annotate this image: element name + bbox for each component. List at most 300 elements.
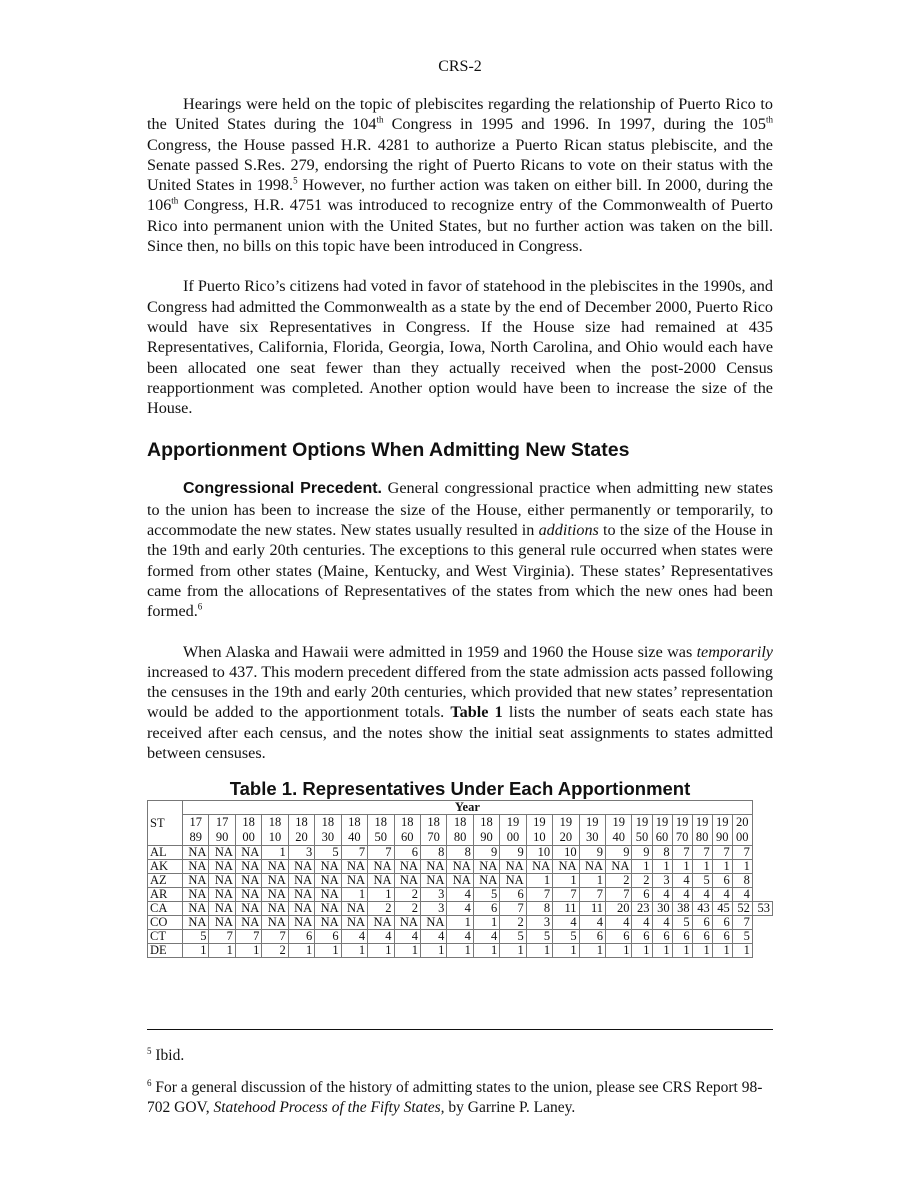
seat-count-cell: 1 xyxy=(183,944,209,958)
seat-count-cell: 4 xyxy=(553,916,579,930)
seat-count-cell: 11 xyxy=(579,902,605,916)
paragraph-alaska-hawaii xyxy=(147,642,773,764)
year-cell xyxy=(692,815,712,846)
seat-count-cell: 4 xyxy=(692,888,712,902)
year-decade: 20 xyxy=(295,830,308,845)
seat-count-cell: NA xyxy=(209,902,235,916)
state-cell: DE xyxy=(148,944,183,958)
seat-count-cell: 6 xyxy=(692,916,712,930)
seat-count-cell: NA xyxy=(183,846,209,860)
seat-count-cell: 6 xyxy=(632,888,652,902)
seat-count-cell: 4 xyxy=(632,916,652,930)
seat-count-cell: NA xyxy=(262,860,288,874)
seat-count-cell: 3 xyxy=(526,916,552,930)
year-cell xyxy=(341,815,367,846)
year-century: 17 xyxy=(215,815,229,830)
seat-count-cell: 1 xyxy=(447,944,473,958)
text-run: General congressional practice when admitting new states to the union has been to increase the size of the House, either permanently or temporarily, to accommodate the new states. New states usually resulted in xyxy=(147,479,774,540)
seat-count-cell: 1 xyxy=(712,860,732,874)
seat-count-cell: 5 xyxy=(500,930,526,944)
year-decade: 60 xyxy=(655,830,669,845)
years-row xyxy=(148,815,773,846)
text-run: to the size of the House in the 19th and early 20th centuries. The exceptions to this general rule occurred when states were formed from other states (Maine, Kentucky, and West Virginia). These states’ Representatives came from the allocations of Representatives of the states from which the new ones had been formed. xyxy=(147,521,773,621)
seat-count-cell: NA xyxy=(235,846,261,860)
seat-count-cell: NA xyxy=(315,916,341,930)
seat-count-cell: 7 xyxy=(341,846,367,860)
seat-count-cell: 1 xyxy=(732,944,752,958)
seat-count-cell: 4 xyxy=(732,888,752,902)
seat-count-cell: 1 xyxy=(672,944,692,958)
seat-count-cell: NA xyxy=(341,860,367,874)
text-run: lists the number of seats each state has received after each census, and the notes show the initial seat assignments to states admitted between censuses. xyxy=(147,703,774,763)
seat-count-cell: 1 xyxy=(420,944,446,958)
seat-count-cell: 7 xyxy=(500,902,526,916)
year-decade: 90 xyxy=(480,830,493,845)
seat-count-cell: 4 xyxy=(652,888,672,902)
table-row xyxy=(148,944,773,958)
seat-count-cell: NA xyxy=(209,846,235,860)
year-cell xyxy=(652,815,672,846)
seat-count-cell: 1 xyxy=(288,944,314,958)
emphasis: temporarily xyxy=(696,642,773,661)
year-century: 19 xyxy=(655,815,669,830)
seat-count-cell: NA xyxy=(500,874,526,888)
year-cell xyxy=(368,815,394,846)
seat-count-cell: NA xyxy=(183,916,209,930)
seat-count-cell: 43 xyxy=(692,902,712,916)
seat-count-cell: 9 xyxy=(632,846,652,860)
seat-count-cell: NA xyxy=(209,916,235,930)
state-cell: AZ xyxy=(148,874,183,888)
seat-count-cell: 1 xyxy=(553,944,579,958)
table-row xyxy=(148,930,773,944)
superscript: th xyxy=(765,114,773,125)
seat-count-cell: NA xyxy=(526,860,552,874)
seat-count-cell: 6 xyxy=(672,930,692,944)
seat-count-cell: NA xyxy=(420,874,446,888)
seat-count-cell: NA xyxy=(579,860,605,874)
seat-count-cell: 5 xyxy=(183,930,209,944)
footnote-6 xyxy=(147,1078,773,1118)
seat-count-cell: 1 xyxy=(500,944,526,958)
seat-count-cell: 53 xyxy=(752,902,772,916)
seat-count-cell: 6 xyxy=(288,930,314,944)
seat-count-cell: 1 xyxy=(672,860,692,874)
state-cell: AL xyxy=(148,846,183,860)
footnote-text: by Garrine P. Laney. xyxy=(444,1099,576,1116)
year-cell xyxy=(288,815,314,846)
seat-count-cell: 8 xyxy=(526,902,552,916)
seat-count-cell: 2 xyxy=(394,902,420,916)
year-decade: 50 xyxy=(635,830,649,845)
table-row xyxy=(148,846,773,860)
seat-count-cell: 3 xyxy=(652,874,672,888)
seat-count-cell: 9 xyxy=(579,846,605,860)
seat-count-cell: 1 xyxy=(447,916,473,930)
footnote-5 xyxy=(147,1046,773,1066)
table-row xyxy=(148,888,773,902)
emphasis: additions xyxy=(538,521,599,540)
seat-count-cell: 1 xyxy=(732,860,752,874)
year-header: Year xyxy=(183,801,753,815)
seat-count-cell: 1 xyxy=(473,944,499,958)
seat-count-cell: 6 xyxy=(315,930,341,944)
seat-count-cell: 9 xyxy=(473,846,499,860)
seat-count-cell: 10 xyxy=(526,846,552,860)
seat-count-cell: 2 xyxy=(368,902,394,916)
seat-count-cell: 1 xyxy=(579,874,605,888)
seat-count-cell: 1 xyxy=(209,944,235,958)
run-in-heading: Congressional Precedent. xyxy=(183,480,382,498)
year-century: 19 xyxy=(612,815,625,830)
year-century: 18 xyxy=(453,815,467,830)
seat-count-cell: 9 xyxy=(606,846,632,860)
seat-count-cell: NA xyxy=(447,874,473,888)
state-cell: CT xyxy=(148,930,183,944)
footnote-text: For a general discussion of the history of admitting states to the union, please see CRS Report 98-702 GOV, xyxy=(147,1079,763,1116)
seat-count-cell: 1 xyxy=(712,944,732,958)
seat-count-cell: NA xyxy=(183,902,209,916)
year-decade: 70 xyxy=(675,830,689,845)
seat-count-cell: 2 xyxy=(632,874,652,888)
year-cell xyxy=(235,815,261,846)
footnote-mark: 6 xyxy=(147,1077,152,1088)
year-century: 18 xyxy=(400,815,414,830)
seat-count-cell: 4 xyxy=(394,930,420,944)
seat-count-cell: NA xyxy=(368,874,394,888)
seat-count-cell: 1 xyxy=(235,944,261,958)
seat-count-cell: 2 xyxy=(500,916,526,930)
year-decade: 80 xyxy=(695,830,709,845)
seat-count-cell: 8 xyxy=(652,846,672,860)
year-decade: 50 xyxy=(374,830,388,845)
year-decade: 10 xyxy=(268,830,282,845)
year-cell xyxy=(473,815,499,846)
table-title: Table 1. Representatives Under Each Apportionment xyxy=(229,778,691,800)
year-decade: 60 xyxy=(400,830,414,845)
seat-count-cell: 5 xyxy=(672,916,692,930)
seat-count-cell: 3 xyxy=(420,888,446,902)
seat-count-cell: 1 xyxy=(632,860,652,874)
seat-count-cell: NA xyxy=(262,902,288,916)
seat-count-cell: 1 xyxy=(368,944,394,958)
table-body xyxy=(148,846,773,958)
seat-count-cell: 1 xyxy=(579,944,605,958)
seat-count-cell: 2 xyxy=(394,888,420,902)
seat-count-cell: 38 xyxy=(672,902,692,916)
state-cell: CO xyxy=(148,916,183,930)
seat-count-cell: NA xyxy=(262,916,288,930)
year-cell xyxy=(579,815,605,846)
seat-count-cell: 4 xyxy=(606,916,632,930)
seat-count-cell: 6 xyxy=(692,930,712,944)
year-century: 18 xyxy=(348,815,361,830)
year-century: 19 xyxy=(533,815,546,830)
seat-count-cell: 7 xyxy=(262,930,288,944)
year-decade: 30 xyxy=(586,830,599,845)
seat-count-cell: 30 xyxy=(652,902,672,916)
year-century: 18 xyxy=(427,815,440,830)
section-heading: Apportionment Options When Admitting New States xyxy=(147,439,630,462)
seat-count-cell: 5 xyxy=(473,888,499,902)
seat-count-cell: NA xyxy=(209,874,235,888)
year-decade: 00 xyxy=(506,830,520,845)
seat-count-cell: NA xyxy=(183,874,209,888)
seat-count-cell: 6 xyxy=(473,902,499,916)
year-century: 18 xyxy=(295,815,308,830)
seat-count-cell: 4 xyxy=(712,888,732,902)
seat-count-cell: NA xyxy=(394,916,420,930)
year-decade: 40 xyxy=(348,830,361,845)
seat-count-cell: 8 xyxy=(420,846,446,860)
seat-count-cell: 4 xyxy=(447,888,473,902)
seat-count-cell: NA xyxy=(235,860,261,874)
seat-count-cell: 2 xyxy=(606,874,632,888)
seat-count-cell: 4 xyxy=(652,916,672,930)
text-run: However, no further action was taken on either bill. In 2000, during the 106 xyxy=(147,176,773,215)
year-decade: 30 xyxy=(321,830,335,845)
seat-count-cell: 5 xyxy=(692,874,712,888)
page-header: CRS-2 xyxy=(438,58,482,75)
superscript: th xyxy=(376,114,384,125)
seat-count-cell: 7 xyxy=(368,846,394,860)
seat-count-cell: 1 xyxy=(606,944,632,958)
seat-count-cell: 1 xyxy=(262,846,288,860)
year-cell xyxy=(420,815,446,846)
seat-count-cell: 4 xyxy=(341,930,367,944)
year-decade: 90 xyxy=(215,830,229,845)
year-century: 19 xyxy=(635,815,649,830)
st-header: ST xyxy=(148,801,183,846)
seat-count-cell: NA xyxy=(235,916,261,930)
footnote-ref-6[interactable]: 6 xyxy=(197,601,203,612)
footnote-text: Ibid. xyxy=(151,1047,185,1064)
seat-count-cell: NA xyxy=(394,860,420,874)
state-cell: AK xyxy=(148,860,183,874)
seat-count-cell: NA xyxy=(262,888,288,902)
seat-count-cell: NA xyxy=(288,888,314,902)
paragraph-statehood-hypothetical: If Puerto Rico’s citizens had voted in favor of statehood in the plebiscites in the 1990s, and Congress had admitted the Commonwealth as a state by the end of December 2000, Puerto Rico would have six Representatives in Congress. If the House size had remained at 435 Representatives, California, Florida, Georgia, Iowa, North Carolina, and Ohio would each have been allocated one seat fewer than they actually received when the post-2000 Census reapportionment was completed. Another option would have been to increase the size of the House. xyxy=(147,277,773,418)
seat-count-cell: 1 xyxy=(632,944,652,958)
seat-count-cell: NA xyxy=(368,860,394,874)
seat-count-cell: 8 xyxy=(447,846,473,860)
footnote-ref-5[interactable]: 5 xyxy=(293,175,298,186)
text-run: increased to 437. This modern precedent differed from the state admission acts passed following the censuses in the 19th and early 20th centuries, which provided that new states’ representation would be added to the apportionment totals. xyxy=(147,662,773,722)
year-decade: 10 xyxy=(533,830,546,845)
seat-count-cell: 4 xyxy=(447,902,473,916)
year-century: 18 xyxy=(268,815,282,830)
seat-count-cell: 7 xyxy=(209,930,235,944)
year-century: 18 xyxy=(480,815,493,830)
seat-count-cell: NA xyxy=(262,874,288,888)
year-cell xyxy=(209,815,235,846)
seat-count-cell: 6 xyxy=(500,888,526,902)
year-decade: 90 xyxy=(715,830,729,845)
year-cell xyxy=(712,815,732,846)
year-cell xyxy=(500,815,526,846)
seat-count-cell: 1 xyxy=(341,944,367,958)
seat-count-cell: 4 xyxy=(672,888,692,902)
seat-count-cell: NA xyxy=(394,874,420,888)
seat-count-cell: 1 xyxy=(368,888,394,902)
year-decade: 40 xyxy=(612,830,625,845)
seat-count-cell: 45 xyxy=(712,902,732,916)
seat-count-cell: NA xyxy=(288,874,314,888)
seat-count-cell: 1 xyxy=(341,888,367,902)
seat-count-cell: 8 xyxy=(732,874,752,888)
seat-count-cell: NA xyxy=(183,860,209,874)
seat-count-cell: 5 xyxy=(732,930,752,944)
seat-count-cell: NA xyxy=(368,916,394,930)
seat-count-cell: NA xyxy=(341,916,367,930)
year-cell xyxy=(394,815,420,846)
seat-count-cell: NA xyxy=(315,874,341,888)
year-cell xyxy=(447,815,473,846)
year-century: 19 xyxy=(715,815,729,830)
paragraph-plebiscite-hearings xyxy=(147,94,773,256)
seat-count-cell: 4 xyxy=(579,916,605,930)
table-header-row xyxy=(148,801,773,815)
year-cell xyxy=(526,815,552,846)
year-century: 19 xyxy=(675,815,689,830)
seat-count-cell: 7 xyxy=(692,846,712,860)
seat-count-cell: 6 xyxy=(579,930,605,944)
seat-count-cell: 4 xyxy=(368,930,394,944)
year-century: 20 xyxy=(736,815,749,830)
seat-count-cell: 5 xyxy=(315,846,341,860)
seat-count-cell: NA xyxy=(315,860,341,874)
footnote-mark: 5 xyxy=(147,1045,152,1056)
seat-count-cell: NA xyxy=(341,874,367,888)
seat-count-cell: 1 xyxy=(553,874,579,888)
year-cell xyxy=(632,815,652,846)
seat-count-cell: 7 xyxy=(579,888,605,902)
year-century: 17 xyxy=(189,815,202,830)
table-reference: Table 1 xyxy=(450,703,503,722)
seat-count-cell: NA xyxy=(235,874,261,888)
footnote-divider xyxy=(147,1029,773,1030)
seat-count-cell: NA xyxy=(500,860,526,874)
seat-count-cell: NA xyxy=(553,860,579,874)
seat-count-cell: 7 xyxy=(606,888,632,902)
seat-count-cell: 11 xyxy=(553,902,579,916)
seat-count-cell: NA xyxy=(315,902,341,916)
seat-count-cell: NA xyxy=(473,860,499,874)
seat-count-cell: 1 xyxy=(526,874,552,888)
year-decade: 70 xyxy=(427,830,440,845)
paragraph-congressional-precedent xyxy=(147,478,773,621)
year-century: 19 xyxy=(559,815,573,830)
year-cell xyxy=(183,815,209,846)
seat-count-cell: NA xyxy=(341,902,367,916)
year-century: 19 xyxy=(695,815,709,830)
seat-count-cell: 2 xyxy=(262,944,288,958)
seat-count-cell: 5 xyxy=(526,930,552,944)
seat-count-cell: 7 xyxy=(526,888,552,902)
seat-count-cell: NA xyxy=(209,888,235,902)
year-century: 18 xyxy=(242,815,255,830)
seat-count-cell: 6 xyxy=(632,930,652,944)
seat-count-cell: 1 xyxy=(692,860,712,874)
seat-count-cell: NA xyxy=(447,860,473,874)
year-cell xyxy=(262,815,288,846)
text-run: Hearings were held on the topic of plebiscites regarding the relationship of Puerto Rico to the United States during the 104 xyxy=(147,95,773,134)
seat-count-cell: 7 xyxy=(732,916,752,930)
year-decade: 00 xyxy=(736,830,749,845)
seat-count-cell: NA xyxy=(420,916,446,930)
seat-count-cell: 1 xyxy=(526,944,552,958)
text-run: Congress in 1995 and 1996. In 1997, during the 105 xyxy=(383,115,766,134)
report-title: Statehood Process of the Fifty States, xyxy=(213,1099,445,1116)
seat-count-cell: 1 xyxy=(692,944,712,958)
table-row xyxy=(148,874,773,888)
year-decade: 00 xyxy=(242,830,255,845)
seat-count-cell: NA xyxy=(420,860,446,874)
seat-count-cell: 4 xyxy=(473,930,499,944)
seat-count-cell: 1 xyxy=(652,944,672,958)
year-cell xyxy=(553,815,579,846)
seat-count-cell: 23 xyxy=(632,902,652,916)
table-row xyxy=(148,916,773,930)
seat-count-cell: 9 xyxy=(500,846,526,860)
footnotes xyxy=(147,1046,773,1130)
seat-count-cell: 5 xyxy=(553,930,579,944)
year-cell xyxy=(672,815,692,846)
year-cell xyxy=(732,815,752,846)
seat-count-cell: 1 xyxy=(652,860,672,874)
seat-count-cell: NA xyxy=(288,860,314,874)
seat-count-cell: 4 xyxy=(420,930,446,944)
seat-count-cell: 6 xyxy=(712,874,732,888)
state-cell: CA xyxy=(148,902,183,916)
year-century: 19 xyxy=(586,815,599,830)
year-decade: 80 xyxy=(453,830,467,845)
seat-count-cell: 1 xyxy=(473,916,499,930)
seat-count-cell: NA xyxy=(288,916,314,930)
seat-count-cell: 10 xyxy=(553,846,579,860)
seat-count-cell: NA xyxy=(288,902,314,916)
text-run: Congress, H.R. 4751 was introduced to recognize entry of the Commonwealth of Puerto Rico into permanent union with the United States, but no further action was taken on the bill. Since then, no bills on this topic have been introduced in Congress. xyxy=(147,196,773,256)
seat-count-cell: 6 xyxy=(712,916,732,930)
year-cell xyxy=(315,815,341,846)
seat-count-cell: NA xyxy=(183,888,209,902)
seat-count-cell: 4 xyxy=(672,874,692,888)
seat-count-cell: 1 xyxy=(394,944,420,958)
seat-count-cell: 6 xyxy=(652,930,672,944)
seat-count-cell: 20 xyxy=(606,902,632,916)
seat-count-cell: 7 xyxy=(672,846,692,860)
text-run: When Alaska and Hawaii were admitted in 1959 and 1960 the House size was xyxy=(183,642,697,661)
seat-count-cell: 52 xyxy=(732,902,752,916)
seat-count-cell: NA xyxy=(235,902,261,916)
seat-count-cell: 3 xyxy=(288,846,314,860)
year-century: 18 xyxy=(374,815,388,830)
seat-count-cell: 7 xyxy=(732,846,752,860)
seat-count-cell: 7 xyxy=(553,888,579,902)
year-decade: 20 xyxy=(559,830,573,845)
seat-count-cell: 7 xyxy=(235,930,261,944)
seat-count-cell: NA xyxy=(606,860,632,874)
superscript: th xyxy=(171,196,179,207)
apportionment-table xyxy=(147,800,773,958)
seat-count-cell: NA xyxy=(235,888,261,902)
year-decade: 89 xyxy=(189,830,202,845)
seat-count-cell: 6 xyxy=(712,930,732,944)
seat-count-cell: 6 xyxy=(394,846,420,860)
state-cell: AR xyxy=(148,888,183,902)
year-century: 18 xyxy=(321,815,335,830)
year-cell xyxy=(606,815,632,846)
